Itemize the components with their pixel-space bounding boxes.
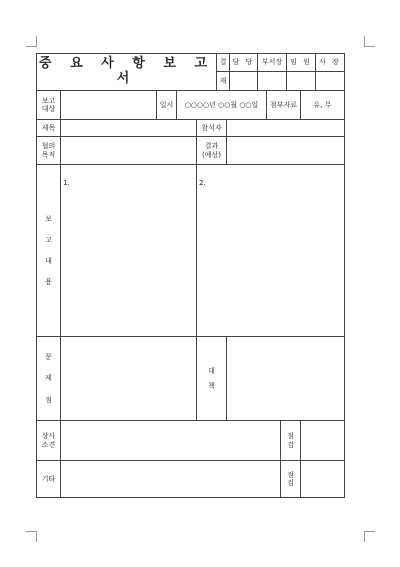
approval-role-president: 사 장 [316, 54, 345, 72]
other-check-field[interactable] [301, 461, 345, 498]
result-label-line1: 결과 [204, 142, 219, 151]
approval-sign-manager[interactable] [230, 72, 258, 91]
datetime-label: 일시 [157, 91, 177, 120]
report-content-label [37, 165, 61, 337]
approval-role-manager: 담 당 [230, 54, 258, 72]
supervisor-opinion-label-line1: 상사 [41, 432, 56, 441]
header-table [36, 53, 345, 91]
problem-label-char2: 제 [45, 374, 52, 383]
report-target-label-line1: 보고 [41, 96, 56, 105]
purpose-label-line2: 목적 [41, 150, 56, 159]
crop-mark-bottom-right [364, 531, 375, 542]
crop-mark-bottom-left [26, 531, 37, 542]
problem-field[interactable] [61, 337, 197, 421]
supervisor-check-field[interactable] [301, 421, 345, 461]
result-label [197, 137, 227, 165]
purpose-label [37, 137, 61, 165]
subject-field[interactable] [61, 120, 197, 137]
subject-label: 제목 [37, 120, 61, 137]
problem-label-char3: 점 [45, 395, 52, 404]
approval-sign-dept-head[interactable] [258, 72, 287, 91]
approval-sign-president[interactable] [316, 72, 345, 91]
result-field[interactable] [227, 137, 345, 165]
attendees-field[interactable] [227, 120, 345, 137]
body-table [36, 90, 345, 498]
report-content-label-char2: 고 [45, 235, 52, 244]
result-label-line2: (예상) [202, 150, 221, 159]
solution-label-char1: 대 [208, 367, 215, 376]
approval-sign-executive[interactable] [287, 72, 316, 91]
supervisor-opinion-label [37, 421, 61, 461]
datetime-field[interactable]: ○○○○년 ○○월 ○○일 [177, 91, 267, 120]
attachment-label: 첨부자료 [267, 91, 301, 120]
supervisor-opinion-field[interactable] [61, 421, 281, 461]
report-content-label-char4: 용 [45, 278, 52, 287]
supervisor-opinion-label-line2: 소견 [41, 440, 56, 449]
attendees-label: 참석자 [197, 120, 227, 137]
other-check-label [281, 461, 301, 498]
report-target-label [37, 91, 61, 120]
approval-label-top: 결 [217, 54, 230, 72]
solution-label-char2: 책 [208, 381, 215, 390]
report-content-item-2[interactable]: 2. [197, 165, 345, 337]
other-check-label-char2: 검 [287, 479, 294, 487]
other-label: 기타 [37, 461, 61, 498]
report-form [36, 53, 344, 498]
approval-role-executive: 임 원 [287, 54, 316, 72]
attachment-field[interactable]: 유, 무 [301, 91, 345, 120]
problem-label [37, 337, 61, 421]
approval-label-bottom: 재 [217, 72, 230, 91]
solution-label [197, 337, 227, 421]
purpose-label-line1: 협의 [41, 142, 56, 151]
supervisor-check-label-char2: 검 [287, 440, 294, 449]
approval-role-dept-head: 부서장 [258, 54, 287, 72]
supervisor-check-label [281, 421, 301, 461]
report-target-field[interactable] [61, 91, 157, 120]
other-field[interactable] [61, 461, 281, 498]
solution-field[interactable] [227, 337, 345, 421]
problem-label-char1: 문 [45, 353, 52, 362]
report-content-label-char1: 보 [45, 214, 52, 223]
supervisor-check-label-char1: 점 [287, 432, 294, 441]
crop-mark-top-right [364, 36, 375, 47]
report-content-item-1[interactable]: 1. [61, 165, 197, 337]
other-check-label-char1: 점 [287, 470, 294, 479]
report-content-label-char3: 내 [45, 257, 52, 265]
crop-mark-top-left [26, 36, 37, 47]
report-target-label-line2: 대상 [41, 105, 56, 113]
purpose-field[interactable] [61, 137, 197, 165]
page-title: 중 요 사 항 보 고 서 [37, 54, 217, 91]
